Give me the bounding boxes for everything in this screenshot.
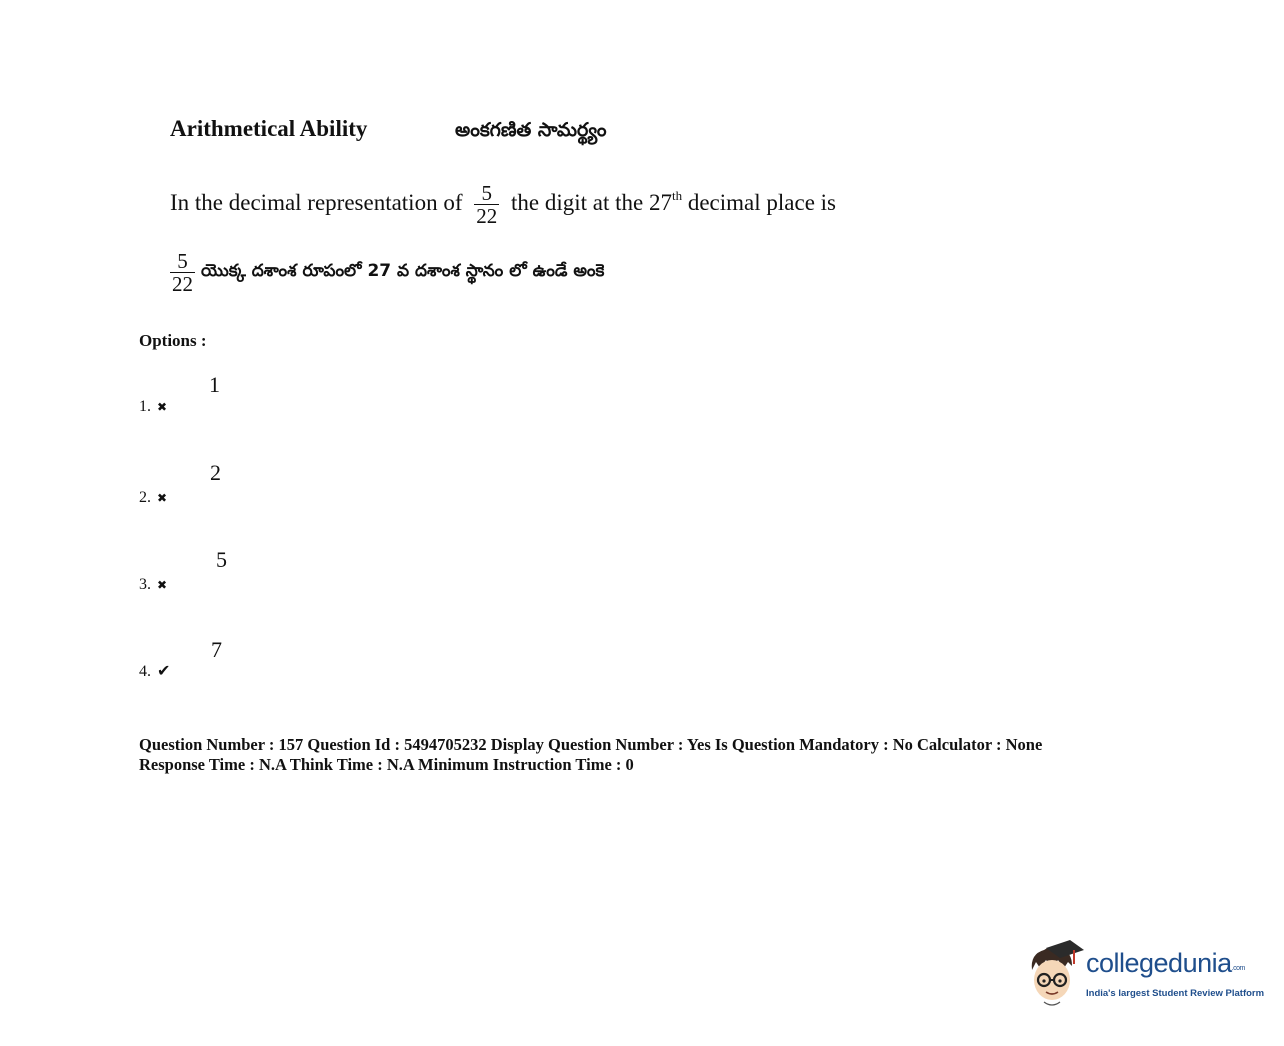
- fraction-te-numerator: 5: [177, 249, 188, 273]
- meta-line-1: Question Number : 157 Question Id : 5494705232 Display Question Number : Yes Is Question Mandatory : No Calculator : None: [139, 735, 1043, 754]
- logo-tagline: India's largest Student Review Platform: [1086, 988, 1265, 999]
- option-2: [139, 460, 339, 510]
- question-text-end: decimal place is: [687, 189, 836, 215]
- question-te: [170, 250, 604, 295]
- option-3: [139, 547, 339, 597]
- cross-icon: ✖: [157, 400, 168, 414]
- mascot-icon: [1024, 940, 1084, 1010]
- fraction-te-denominator: 22: [172, 272, 193, 297]
- option-number: 4. ✔: [139, 661, 171, 680]
- option-value: 1: [209, 372, 220, 397]
- option-1: [139, 372, 339, 422]
- cross-icon: ✖: [157, 578, 168, 592]
- options-label: Options :: [139, 331, 207, 350]
- option-number: 3. ✖: [139, 576, 168, 593]
- question-meta: [139, 735, 1042, 775]
- question-fraction: [474, 182, 499, 227]
- option-value: 2: [210, 460, 221, 485]
- question-te-fraction: [170, 250, 195, 295]
- question-te-text: యొక్క దశాంశ రూపంలో 27 వ దశాంశ స్థానం లో ఉండే అంకె: [201, 260, 605, 281]
- collegedunia-logo: [1024, 940, 1265, 1010]
- question-text-after: the digit at the 27: [511, 189, 672, 215]
- question-ordinal-suffix: th: [671, 187, 683, 203]
- question-text-before: In the decimal representation of: [170, 189, 463, 215]
- question-en: [170, 182, 836, 227]
- meta-line-2: Response Time : N.A Think Time : N.A Minimum Instruction Time : 0: [139, 755, 634, 774]
- option-number: 2. ✖: [139, 489, 168, 506]
- section-title-en: Arithmetical Ability: [170, 116, 368, 141]
- logo-suffix: .com: [1231, 965, 1245, 972]
- logo-wordmark: collegedunia.com: [1086, 948, 1245, 978]
- cross-icon: ✖: [157, 491, 168, 505]
- fraction-denominator: 22: [476, 204, 498, 229]
- section-title-te: అంకగణిత సామర్థ్యం: [455, 119, 607, 141]
- fraction-numerator: 5: [481, 181, 492, 205]
- option-number: 1. ✖: [139, 398, 168, 415]
- option-value: 5: [216, 547, 227, 572]
- option-4: [139, 637, 339, 687]
- check-icon: ✔: [157, 661, 171, 680]
- option-value: 7: [211, 637, 222, 662]
